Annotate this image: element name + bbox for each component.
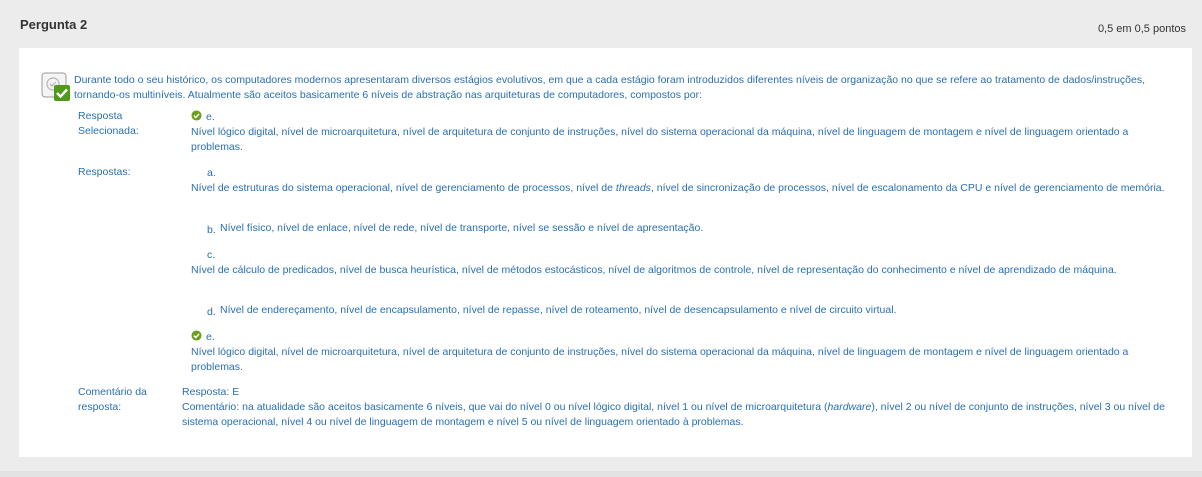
option-a-text-emphasis: threads [615, 182, 651, 194]
check-icon [191, 110, 202, 121]
feedback-block [182, 385, 1177, 430]
question-header [0, 0, 1202, 48]
selected-answer-letter-row [191, 110, 215, 125]
feedback-comment [182, 400, 1177, 430]
bottom-divider [0, 471, 1202, 477]
option-c-text: Nível de cálculo de predicados, nível de busca heurística, nível de métodos estocásticos, nível de algoritmos de controle, nível de representação do conhecimento e nível de aprendizado de máquina. [191, 264, 1117, 276]
feedback-answer-line: Resposta: E [182, 386, 240, 398]
selected-answer-text: Nível lógico digital, nível de microarquitetura, nível de arquitetura de conjunto de instruções, nível do sistema operacional da máquina, nível de linguagem de montagem e nível de linguagem orientado a problemas. [191, 126, 1129, 153]
option-e-letter-row [191, 330, 215, 345]
feedback-comment-emphasis: hardware [827, 401, 872, 413]
option-e-text: Nível lógico digital, nível de microarquitetura, nível de arquitetura de conjunto de instruções, nível do sistema operacional da máquina, nível de linguagem de montagem e nível de linguagem orientado a problemas. [191, 346, 1129, 373]
option-d-letter: d. [207, 306, 216, 318]
option-b-text: Nível físico, nível de enlace, nível de rede, nível de transporte, nível se sessão e nível de apresentação. [220, 222, 704, 234]
check-icon [191, 330, 202, 341]
option-c-letter: c. [207, 249, 216, 261]
option-a-letter: a. [207, 167, 216, 179]
option-a-text-part: Nível de estruturas do sistema operacional, nível de gerenciamento de processos, nível de [191, 182, 616, 194]
answers-label: Respostas: [78, 166, 131, 178]
question-title: Pergunta 2 [20, 17, 88, 32]
option-a-text [191, 181, 1176, 196]
question-score: 0,5 em 0,5 pontos [1097, 23, 1186, 35]
selected-answer-letter: e. [206, 111, 215, 123]
feedback-comment-part: Comentário: na atualidade são aceitos basicamente 6 níveis, que vai do nível 0 ou nível lógico digital, nível 1 ou nível de microarquitetura ( [182, 401, 828, 413]
question-text: Durante todo o seu histórico, os computadores modernos apresentaram diversos estágios evolutivos, em que a cada estágio foram introduzidos diferentes níveis de organização no que se refere ao tratamento de dados/instruções, tornando-os multiníveis. Atualmente são aceitos basicamente 6 níveis de abstração nas arquiteturas de computadores, compostos por: [74, 74, 1146, 101]
option-a-text-part: , nível de sincronização de processos, nível de escalonamento da CPU e nível de gerenciamento de memória. [650, 182, 1165, 194]
feedback-comment-part: ), nível 2 ou nível de conjunto de instruções, nível 3 ou nível de sistema operacional, nível 4 ou nível de linguagem de montagem e nível 5 ou nível de linguagem orientado à problemas. [182, 401, 1165, 428]
question-card [19, 48, 1192, 457]
feedback-label: Comentário da resposta: [78, 386, 147, 413]
option-e-letter: e. [206, 331, 215, 343]
correct-answer-icon [41, 72, 73, 104]
option-b-letter: b. [207, 224, 216, 236]
selected-answer-label: Resposta Selecionada: [78, 110, 139, 137]
option-d-text: Nível de endereçamento, nível de encapsulamento, nível de repasse, nível de roteamento, nível de desencapsulamento e nível de circuito virtual. [220, 304, 897, 316]
